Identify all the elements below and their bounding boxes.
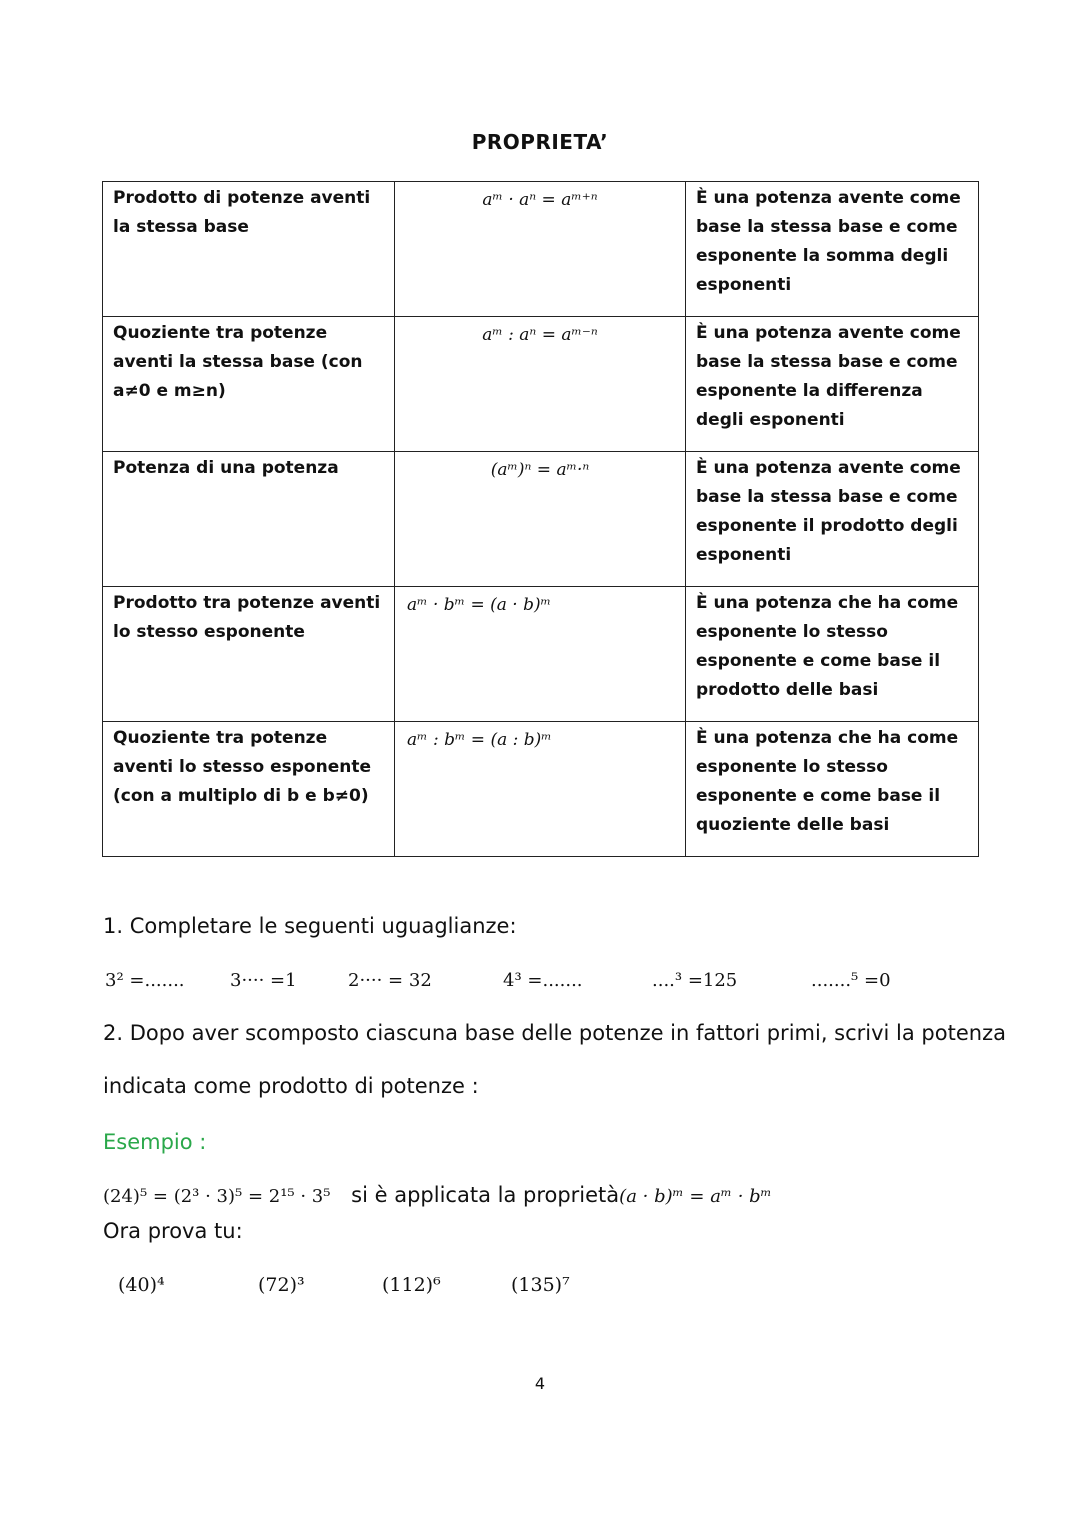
property-description: È una potenza avente come base la stessa base e come esponente la differenza degli esponenti [696,323,961,430]
table-row [103,317,979,452]
property-description: È una potenza che ha come esponente lo stesso esponente e come base il prodotto delle basi [696,593,959,700]
equality-item: .......⁵ =0 [811,970,891,991]
property-formula-cell [395,722,686,857]
example-line [103,1183,772,1207]
property-name-cell [103,587,395,722]
try-label: Ora prova tu: [103,1219,243,1243]
property-formula-cell [395,182,686,317]
property-description-cell [686,722,979,857]
property-name: Quoziente tra potenze aventi lo stesso esponente (con a multiplo di b e b≠0) [113,728,371,806]
property-name: Prodotto tra potenze aventi lo stesso esponente [113,593,381,642]
equality-item: 3² =....... [105,970,185,991]
property-formula: aᵐ · aⁿ = aᵐ⁺ⁿ [482,190,598,210]
property-formula-cell [395,452,686,587]
example-label: Esempio : [103,1130,207,1154]
property-name-cell [103,182,395,317]
exercise2-prompt-line1: 2. Dopo aver scomposto ciascuna base delle potenze in fattori primi, scrivi la potenza [103,1021,1006,1045]
property-description: È una potenza avente come base la stessa base e come esponente il prodotto degli esponenti [696,458,961,565]
property-description-cell [686,587,979,722]
property-formula-cell [395,317,686,452]
equality-item: 2···· = 32 [348,970,432,991]
exercise2-prompt-line2: indicata come prodotto di potenze : [103,1074,479,1098]
example-property: (a · b)ᵐ = aᵐ · bᵐ [619,1186,772,1207]
equality-item: 3···· =1 [230,970,297,991]
property-description: È una potenza avente come base la stessa base e come esponente la somma degli esponenti [696,188,961,295]
property-name: Potenza di una potenza [113,458,339,478]
property-name-cell [103,452,395,587]
property-name: Quoziente tra potenze aventi la stessa base (con a≠0 e m≥n) [113,323,363,401]
property-formula: (aᵐ)ⁿ = aᵐ·ⁿ [490,460,590,480]
power-item: (112)⁶ [382,1274,441,1296]
property-formula: aᵐ : aⁿ = aᵐ⁻ⁿ [482,325,598,345]
exercise1-equalities [105,970,1005,1000]
equality-item: ....³ =125 [652,970,738,991]
property-description-cell [686,317,979,452]
exercise2-items [118,1274,818,1304]
example-text: si è applicata la proprietà [351,1183,620,1207]
property-formula: aᵐ : bᵐ = (a : b)ᵐ [407,730,552,750]
example-math: (24)⁵ = (2³ · 3)⁵ = 2¹⁵ · 3⁵ [103,1186,331,1207]
property-description-cell [686,452,979,587]
table-row [103,182,979,317]
table-row [103,722,979,857]
power-item: (72)³ [258,1274,305,1296]
property-name: Prodotto di potenze aventi la stessa base [113,188,371,237]
exercise1-prompt: 1. Completare le seguenti uguaglianze: [103,914,517,938]
property-name-cell [103,722,395,857]
table-row [103,587,979,722]
properties-table [102,181,979,857]
equality-item: 4³ =....... [503,970,583,991]
property-name-cell [103,317,395,452]
power-item: (40)⁴ [118,1274,165,1296]
property-description: È una potenza che ha come esponente lo stesso esponente e come base il quoziente delle basi [696,728,959,835]
power-item: (135)⁷ [511,1274,570,1296]
page-number: 4 [534,1374,546,1393]
page-title: PROPRIETA’ [471,130,609,154]
property-description-cell [686,182,979,317]
property-formula-cell [395,587,686,722]
property-formula: aᵐ · bᵐ = (a · b)ᵐ [407,595,552,615]
table-row [103,452,979,587]
